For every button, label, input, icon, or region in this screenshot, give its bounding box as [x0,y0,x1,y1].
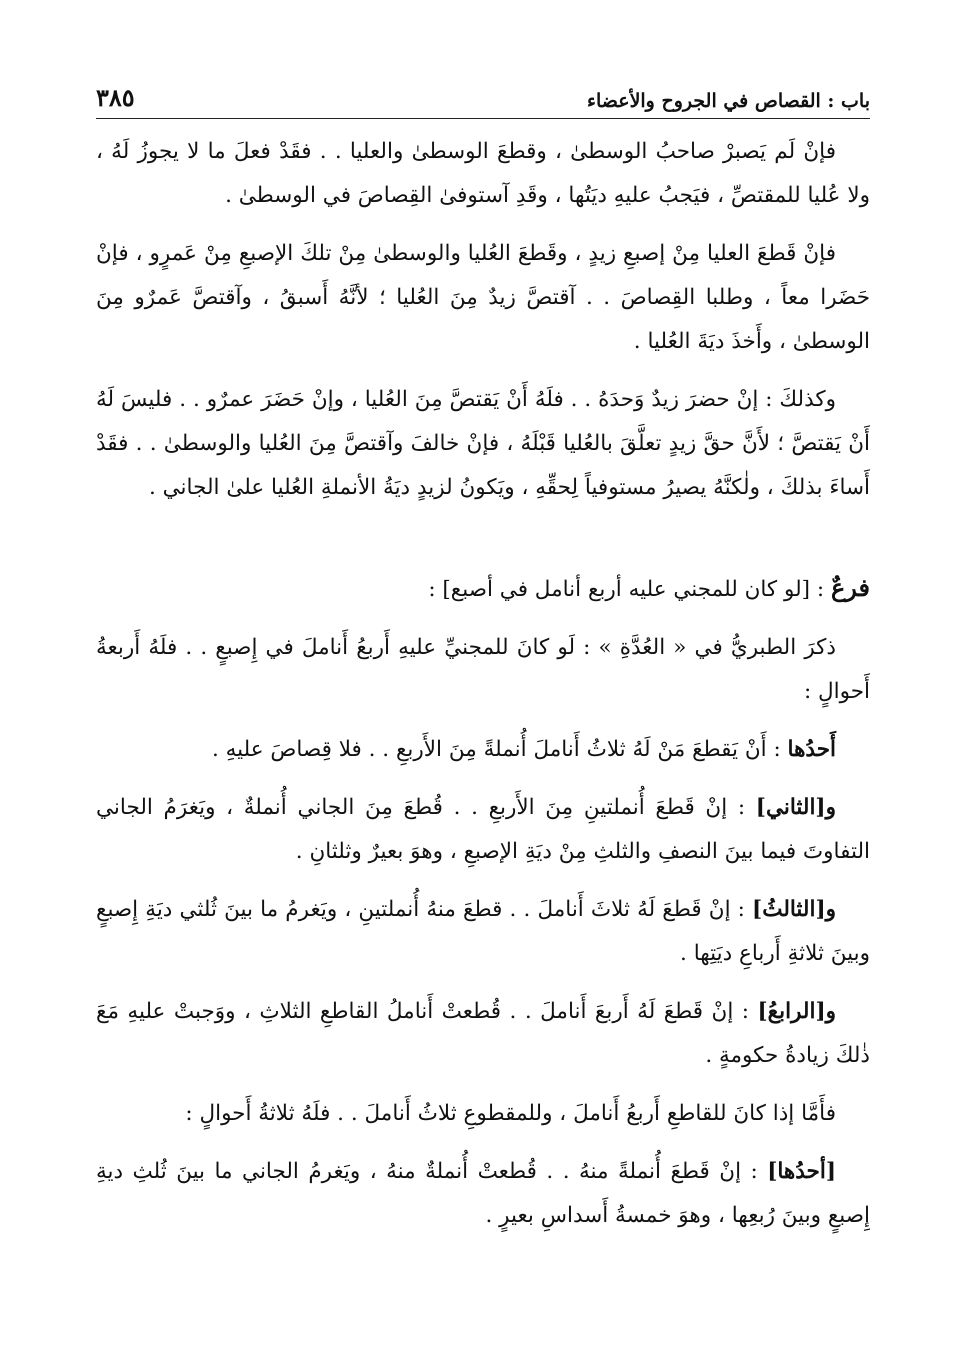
case-text: فأَمَّا إذا كانَ للقاطعِ أَربعُ أَناملَ ، وللمقطوعِ ثلاثُ أَناملَ . . فلَهُ ثلاثةُ أَحوالٍ : [185,1101,836,1126]
case-paragraph [96,990,870,1078]
case-lead: [أحدُها] [767,1159,836,1184]
case-text: : أَنْ يَقطعَ مَنْ لَهُ ثلاثُ أَناملَ أُنملةً مِنَ الأَربعِ . . فلا قِصاصَ عليهِ . [211,737,788,762]
paragraph: فإنْ لَم يَصبرْ صاحبُ الوسطىٰ ، وقطعَ الوسطىٰ والعليا . . فقَدْ فعلَ ما لا يجوزُ لَهُ ، ولا عُليا للمقتصِّ ، فيَجبُ عليهِ ديَتُها ، وقَدِ آستوفىٰ القِصاصَ في الوسطىٰ . [96,139,870,208]
page-number: ٣٨٥ [96,83,135,112]
case-text: : إنْ قَطعَ أُنملةً منهُ . . قُطعتْ أُنملةٌ منهُ ، ويَغرمُ الجاني ما بينَ ثُلثِ ديةِ إِصبعٍ وبينَ رُبعِها ، وهوَ خمسةُ أَسداسِ بعيرٍ . [96,1159,870,1228]
branch-heading [96,566,870,612]
case-lead: و[الثاني] [755,795,836,820]
case-text: : إنْ قَطعَ لَهُ أَربعَ أَناملَ . . قُطعتْ أَناملُ القاطعِ الثلاثِ ، ووَجبتْ عليهِ مَعَ ذٰلكَ زيادةُ حكومةٍ . [96,999,870,1068]
section-spacer [96,524,870,566]
page-body [96,130,870,1252]
case-paragraph [96,1150,870,1238]
case-paragraph [96,888,870,976]
branch-label: فرعٌ [830,573,870,602]
paragraph: ذكرَ الطبريُّ في « العُدَّةِ » : لَو كانَ للمجنيِّ عليهِ أَربعُ أَناملَ في إِصبعٍ . . فلَهُ أَربعةُ أَحوالٍ : [96,635,870,704]
case-lead: و[الرابعُ] [757,999,836,1024]
case-lead: و[الثالثُ] [752,897,836,922]
case-text: : إنْ قَطعَ أُنملتينِ مِنَ الأَربعِ . . قُطعَ مِنَ الجاني أُنملةٌ ، ويَغرَمُ الجاني التفاوتَ فيما بينَ النصفِ والثلثِ مِنْ ديَةِ الإصبعِ ، وهوَ بعيرٌ وثلثانِ . [96,795,870,864]
chapter-title: باب : القصاص في الجروح والأعضاء [587,90,870,112]
branch-title: : [لو كان للمجني عليه أربع أنامل في أصبع] : [428,577,831,602]
page-header [96,78,870,119]
paragraph [96,1092,870,1136]
case-paragraph [96,728,870,772]
case-paragraph [96,786,870,874]
paragraph: فإنْ قَطعَ العليا مِنْ إصبعِ زيدٍ ، وقَطعَ العُليا والوسطىٰ مِنْ تلكَ الإصبعِ مِنْ عَمرٍو ، فإنْ حَضَرا معاً ، وطلبا القِصاصَ . . آقتصَّ زيدٌ مِنَ العُليا ؛ لأنَّهُ أَسبقُ ، وآقتصَّ عَمرٌو مِنَ الوسطىٰ ، وأَخذَ ديَةَ العُليا . [96,241,870,354]
paragraph: وكذلكَ : إنْ حضرَ زيدٌ وَحدَهُ . . فلَهُ أَنْ يَقتصَّ مِنَ العُليا ، وإنْ حَضَرَ عمرٌو . . فليسَ لَهُ أَنْ يَقتصَّ ؛ لأَنَّ حقَّ زيدٍ تعلَّقَ بالعُليا قَبْلَهُ ، فإنْ خالفَ وآقتصَّ مِنَ العُليا والوسطىٰ . . فقَدْ أَساءَ بذلكَ ، ولٰكنَّهُ يصيرُ مستوفياً لِحقِّهِ ، ويَكونُ لزيدٍ ديَةُ الأنملةِ العُليا علىٰ الجاني . [96,387,870,500]
case-lead: أَحدُها [787,737,836,762]
case-text: : إنْ قَطعَ لَهُ ثلاثَ أَناملَ . . قطعَ منهُ أُنملتينِ ، ويَغرمُ ما بينَ ثُلثي ديَةِ إِصبعٍ وبينَ ثلاثةِ أَرباعِ ديَتِها . [96,897,870,966]
